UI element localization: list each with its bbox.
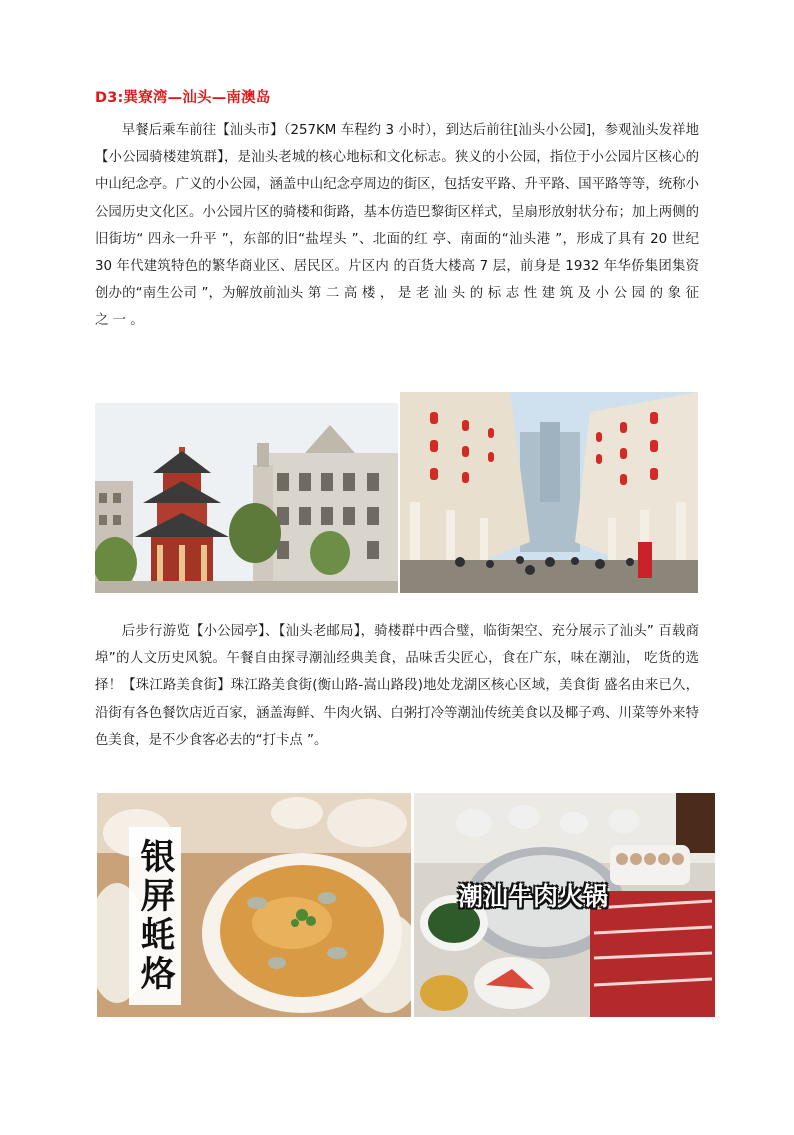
beef-hotpot-caption: 潮汕牛肉火锅 [458, 882, 609, 911]
beef-hotpot-photo [414, 793, 715, 1017]
section-title: D3:巽寮湾—汕头—南澳岛 [95, 90, 271, 106]
paragraph-intro: 早餐后乘车前往【汕头市】（257KM 车程约 3 小时），到达后前往[汕头小公园]，参观汕头发祥地【小公园骑楼建筑群】，是汕头老城的核心地标和文化标志。狭义的小公园，指位于小公园片区核心的中山纪念亭。广义的小公园，涵盖中山纪念亭周边的街区，包括安平路、升平路、国平路等等，统称小公园历史文化区。小公园片区的骑楼和街路，基本仿造巴黎街区样式，呈扇形放射状分布；加上两侧的旧街坊“ 四永一升平 ”，东部的旧“盐埕头 ”、北面的红 亭、南面的“汕头港 ”，形成了具有 20 世纪 30 年代建筑特色的繁华商业区、居民区。片区内 的百货大楼高 7 层，前身是 1932 年华侨集团集资创办的“南生公司 ”，为解放前汕头 第 二 高 楼 ， 是 老 汕 头 的 标 志 性 建 筑 及 小 公 园 的 象 征 之 一 。 [95, 123, 699, 329]
pavilion-photo [95, 403, 398, 593]
oyster-omelette-photo [97, 793, 411, 1017]
arcade-street-photo [400, 392, 698, 593]
paragraph-walking-tour: 后步行游览【小公园亭】、【汕头老邮局】，骑楼群中西合璧，临街架空、充分展示了汕头” 百载商埠”的人文历史风貌。午餐自由探寻潮汕经典美食，品味舌尖匠心，食在广东，味在潮汕， 吃货的选择！【珠江路美食街】珠江路美食街(衡山路-嵩山路段)地处龙湖区核心区域，美食街 盛名由来已久，沿街有各色餐饮店近百家，涵盖海鲜、牛肉火锅、白粥打冷等潮汕传统美食以及椰子鸡、川菜等外来特色美食，是不少食客必去的“打卡点 ”。 [95, 624, 699, 748]
oyster-omelette-caption: 银屏蚝烙 [129, 827, 181, 1005]
